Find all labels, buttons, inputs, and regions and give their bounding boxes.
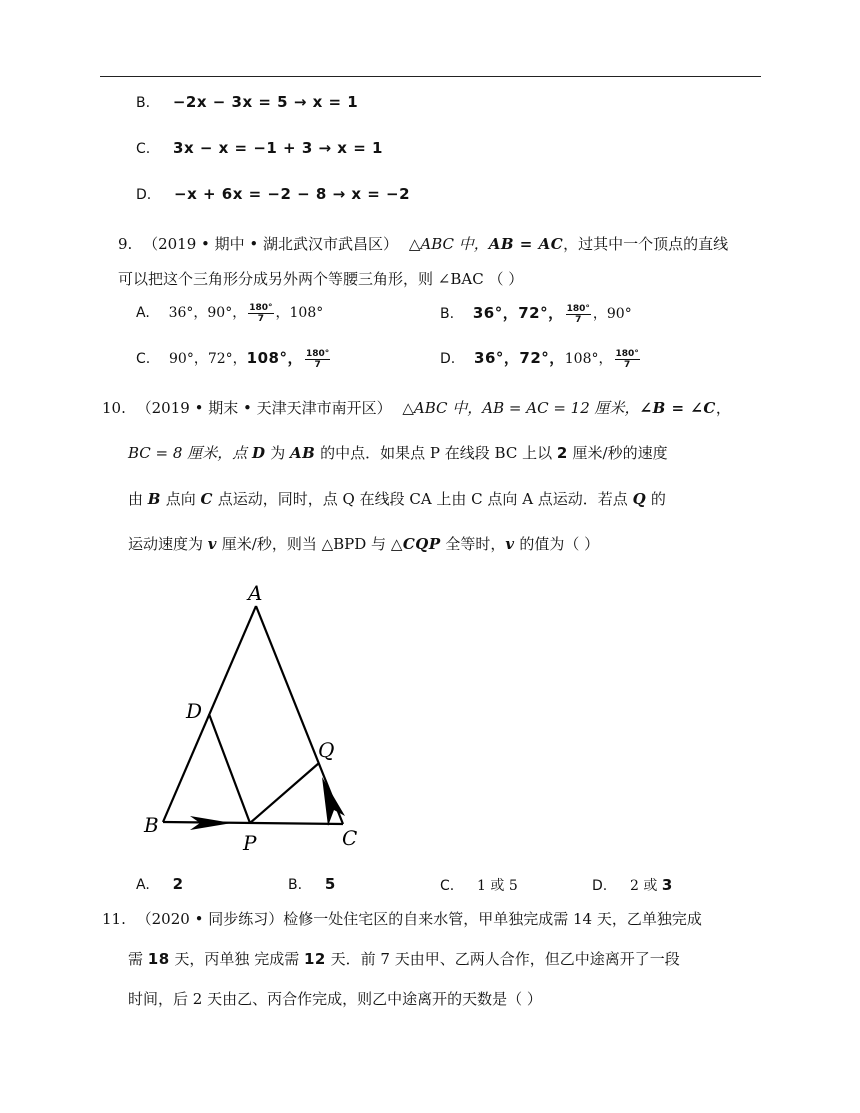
label-p: P [243, 831, 257, 855]
q10-option-c: C. 1 或 5 [440, 878, 518, 894]
q11-stem-line2: 需 18 天，丙单独 完成需 12 天．前 7 天由甲、乙两人合作，但乙中途离开了一段 [128, 950, 680, 968]
segment-bc [163, 822, 343, 824]
q9-option-d: D. 36°，72°，108°， $\frac{180^\circ}{7}$ [440, 348, 639, 370]
q10-option-d: D. 2 或 3 [592, 876, 673, 894]
label-a: A [248, 581, 263, 605]
q9-option-a: A. 36°，90°， $\frac{180^\circ}{7}$ ，108° [136, 302, 324, 324]
q10-stem-line4: 运动速度为 v 厘米/秒，则当 △BPD 与 △CQP 全等时，v 的值为（ ） [128, 535, 600, 553]
fraction: $\frac{180^\circ}{7}$ [305, 348, 330, 370]
q10-stem-line2: BC = 8 厘米，点 D 为 AB 的中点．如果点 P 在线段 BC 上以 2 厘米/秒的速度 [128, 444, 668, 462]
triangle-figure [140, 580, 380, 860]
q8-option-b: B. −2x − 3x = 5 → x = 1 [136, 93, 359, 111]
top-divider [100, 76, 761, 77]
q8-option-c: C. 3x − x = −1 + 3 → x = 1 [136, 139, 383, 157]
q10-stem-line1: 10. （2019 • 期末 • 天津天津市南开区） △ABC 中，AB = AC = 12 厘米，∠B = ∠C， [102, 399, 731, 417]
label-q: Q [318, 738, 335, 762]
q10-option-a: A. 2 [136, 875, 184, 893]
fraction: $\frac{180^\circ}{7}$ [249, 302, 273, 324]
label-d: D [186, 699, 203, 723]
q10-stem-line3: 由 B 点向 C 点运动，同时，点 Q 在线段 CA 上由 C 点向 A 点运动．若点 Q 的 [128, 490, 666, 508]
segment-dp [209, 714, 250, 823]
fraction: $\frac{180^\circ}{7}$ [566, 303, 590, 325]
q9-option-b: B. 36°，72°， $\frac{180^\circ}{7}$ ，90° [440, 303, 632, 325]
q8-option-d: D. −x + 6x = −2 − 8 → x = −2 [136, 185, 411, 203]
fraction: $\frac{180^\circ}{7}$ [615, 348, 639, 370]
label-b: B [144, 813, 159, 837]
segment-pq [250, 763, 319, 823]
question-number: 10. [102, 399, 126, 417]
question-number: 9. [118, 235, 133, 253]
q9-stem-line2: 可以把这个三角形分成另外两个等腰三角形，则 ∠BAC （ ） [118, 270, 524, 288]
label-c: C [342, 826, 358, 850]
q11-stem-line1: 11. （2020 • 同步练习）检修一处住宅区的自来水管，甲单独完成需 14 天，乙单独完成 [102, 910, 702, 928]
q9-option-c: C. 90°，72°，108°， $\frac{180^\circ}{7}$ [136, 348, 330, 370]
question-number: 11. [102, 910, 126, 928]
q11-stem-line3: 时间，后 2 天由乙、丙合作完成，则乙中途离开的天数是（ ） [128, 990, 542, 1008]
q10-option-b: B. 5 [288, 875, 336, 893]
q9-stem-line1: 9. （2019 • 期中 • 湖北武汉市武昌区） △ABC 中，AB = AC，过其中一个顶点的直线 [118, 235, 729, 253]
